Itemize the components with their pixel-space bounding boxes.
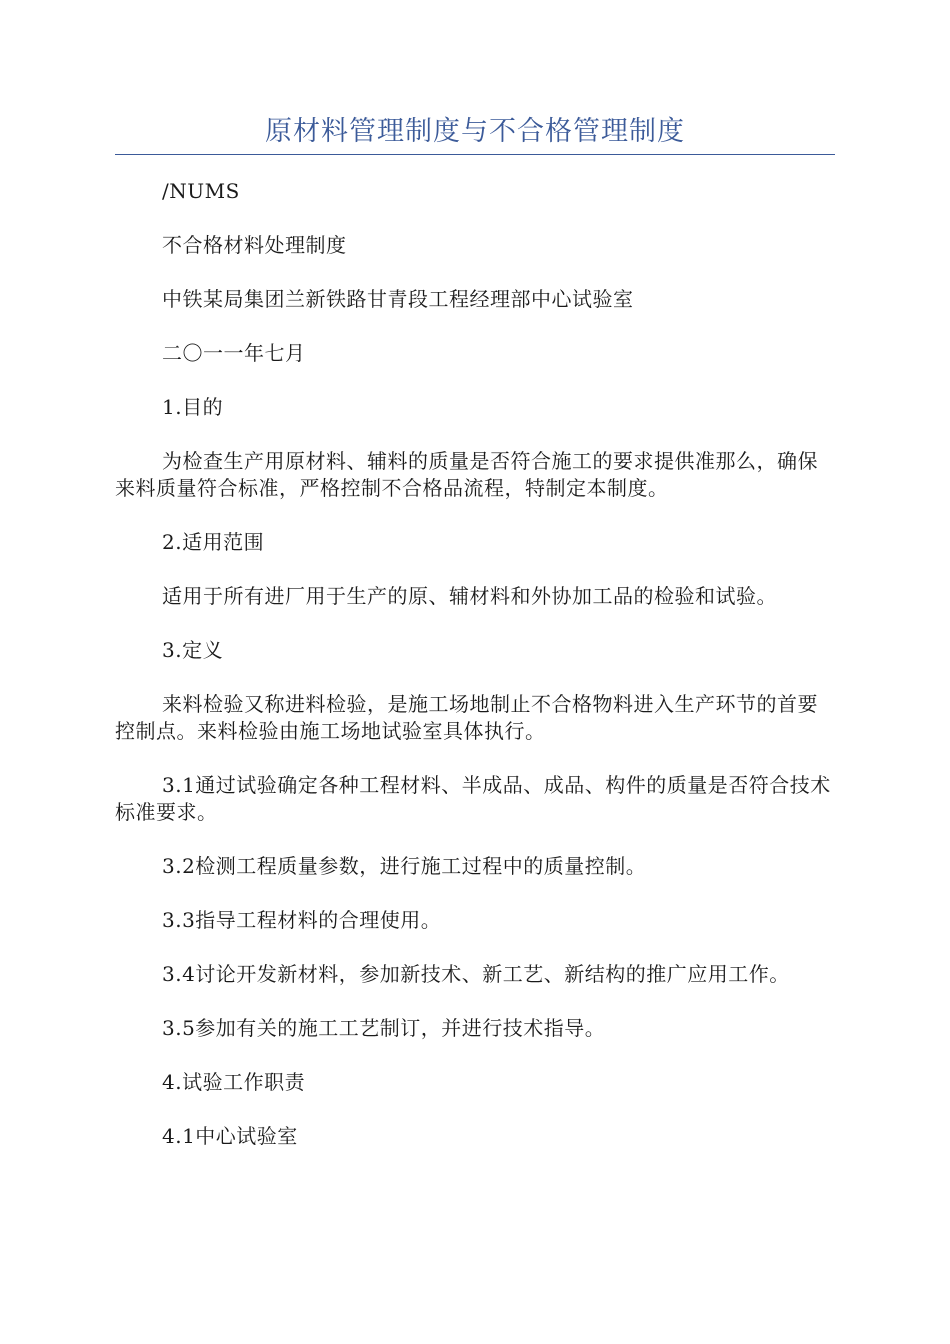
subsection-heading-central-lab: 4.1中心试验室	[162, 1124, 298, 1148]
paragraph-scope: 适用于所有进厂用于生产的原、辅材料和外协加工品的检验和试验。	[162, 584, 777, 608]
section-heading-definition: 3.定义	[162, 638, 224, 662]
paragraph-date: 二〇一一年七月	[162, 341, 306, 365]
paragraph-subtitle: 不合格材料处理制度	[162, 233, 347, 257]
section-heading-purpose: 1.目的	[162, 395, 224, 419]
document-title: 原材料管理制度与不合格管理制度	[265, 116, 685, 147]
list-item-3-4: 3.4讨论开发新材料，参加新技术、新工艺、新结构的推广应用工作。	[162, 962, 790, 986]
list-item-3-2: 3.2检测工程质量参数，进行施工过程中的质量控制。	[162, 854, 647, 878]
paragraph-purpose: 为检查生产用原材料、辅料的质量是否符合施工的要求提供准那么，确保来料质量符合标准，严格控制不合格品流程，特制定本制度。	[115, 449, 818, 500]
list-item-3-1: 3.1通过试验确定各种工程材料、半成品、成品、构件的质量是否符合技术标准要求。	[115, 773, 831, 824]
paragraph-nums: /NUMS	[162, 179, 240, 203]
section-heading-scope: 2.适用范围	[162, 530, 265, 554]
list-item-3-5: 3.5参加有关的施工工艺制订，并进行技术指导。	[162, 1016, 606, 1040]
section-heading-duties: 4.试验工作职责	[162, 1070, 306, 1094]
list-item-3-3: 3.3指导工程材料的合理使用。	[162, 908, 442, 932]
document-body	[115, 178, 835, 1177]
paragraph-organization: 中铁某局集团兰新铁路甘青段工程经理部中心试验室	[162, 287, 634, 311]
title-divider	[115, 154, 835, 155]
paragraph-definition: 来料检验又称进料检验，是施工场地制止不合格物料进入生产环节的首要控制点。来料检验由施工场地试验室具体执行。	[115, 692, 818, 743]
